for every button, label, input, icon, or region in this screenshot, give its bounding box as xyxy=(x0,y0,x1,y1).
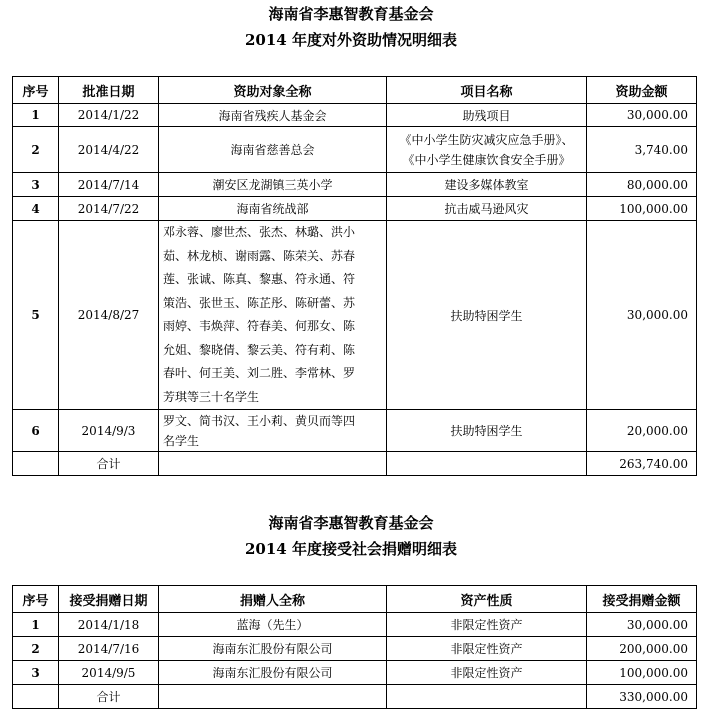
row-date: 2014/7/16 xyxy=(59,637,159,661)
total-empty xyxy=(387,685,587,709)
row-date: 2014/7/22 xyxy=(59,197,159,221)
total-label: 合计 xyxy=(59,452,159,476)
header-amount: 接受捐赠金额 xyxy=(587,586,697,613)
total-amount: 263,740.00 xyxy=(587,452,697,476)
row-no: 6 xyxy=(13,410,59,452)
row-nature: 非限定性资产 xyxy=(387,661,587,685)
total-empty xyxy=(13,452,59,476)
recipient-line: 雨婷、韦焕萍、符春美、何那女、陈 xyxy=(163,319,356,333)
total-row xyxy=(13,685,697,709)
row-project: 建设多媒体教室 xyxy=(387,173,587,197)
row-date: 2014/1/18 xyxy=(59,613,159,637)
total-empty xyxy=(13,685,59,709)
table-row xyxy=(13,104,697,127)
row-recipient: 海南省统战部 xyxy=(159,197,387,221)
project-line: 《中小学生健康饮食安全手册》 xyxy=(402,152,571,167)
row-date: 2014/4/22 xyxy=(59,127,159,173)
row-recipient xyxy=(159,221,387,410)
donations-header-row xyxy=(13,586,697,613)
row-no: 1 xyxy=(13,613,59,637)
row-date: 2014/9/5 xyxy=(59,661,159,685)
recipient-line: 春叶、何王美、刘二胜、李常林、罗 xyxy=(163,366,356,380)
table-row xyxy=(13,127,697,173)
table-row xyxy=(13,197,697,221)
recipient-line: 策浩、张世玉、陈芷彤、陈研蕾、苏 xyxy=(163,295,356,310)
row-no: 5 xyxy=(13,221,59,410)
row-no: 1 xyxy=(13,104,59,127)
recipient-line: 莲、张诚、陈真、黎惠、符永通、符 xyxy=(163,272,356,286)
grants-title-line1: 海南省李惠智教育基金会 xyxy=(268,5,434,23)
row-amount: 30,000.00 xyxy=(587,104,697,127)
donations-title-line2: 2014 年度接受社会捐赠明细表 xyxy=(245,540,457,558)
row-date: 2014/9/3 xyxy=(59,410,159,452)
row-date: 2014/1/22 xyxy=(59,104,159,127)
recipient-line: 邓永蓉、廖世杰、张杰、林璐、洪小 xyxy=(163,225,356,239)
header-donor: 捐赠人全称 xyxy=(159,586,387,613)
total-amount: 330,000.00 xyxy=(587,685,697,709)
recipient-line: 茹、林龙桢、谢雨露、陈荣关、苏春 xyxy=(163,248,356,263)
row-donor: 蓝海（先生） xyxy=(159,613,387,637)
total-row xyxy=(13,452,697,476)
header-recipient: 资助对象全称 xyxy=(159,77,387,104)
donations-table xyxy=(12,585,697,709)
row-amount: 30,000.00 xyxy=(587,221,697,410)
header-no: 序号 xyxy=(13,586,59,613)
row-amount: 100,000.00 xyxy=(587,661,697,685)
row-nature: 非限定性资产 xyxy=(387,613,587,637)
row-recipient: 海南省残疾人基金会 xyxy=(159,104,387,127)
recipient-line: 芳琪等三十名学生 xyxy=(163,389,260,404)
table-row xyxy=(13,613,697,637)
header-no: 序号 xyxy=(13,77,59,104)
table-row xyxy=(13,173,697,197)
recipient-line: 罗文、简书汉、王小莉、黄贝而等四 xyxy=(163,413,356,428)
total-empty xyxy=(159,685,387,709)
row-no: 3 xyxy=(13,661,59,685)
row-amount: 20,000.00 xyxy=(587,410,697,452)
row-recipient: 潮安区龙湖镇三英小学 xyxy=(159,173,387,197)
row-donor: 海南东汇股份有限公司 xyxy=(159,661,387,685)
row-amount: 30,000.00 xyxy=(587,613,697,637)
row-project: 扶助特困学生 xyxy=(387,410,587,452)
donations-title-line1: 海南省李惠智教育基金会 xyxy=(268,514,434,532)
row-date: 2014/8/27 xyxy=(59,221,159,410)
row-donor: 海南东汇股份有限公司 xyxy=(159,637,387,661)
row-amount: 80,000.00 xyxy=(587,173,697,197)
table-row xyxy=(13,637,697,661)
table-row xyxy=(13,661,697,685)
table-row xyxy=(13,221,697,410)
grants-table xyxy=(12,76,697,476)
row-nature: 非限定性资产 xyxy=(387,637,587,661)
row-amount: 3,740.00 xyxy=(587,127,697,173)
row-no: 2 xyxy=(13,127,59,173)
total-empty xyxy=(159,452,387,476)
project-line: 《中小学生防灾减灾应急手册》、 xyxy=(399,132,574,147)
row-date: 2014/7/14 xyxy=(59,173,159,197)
row-no: 4 xyxy=(13,197,59,221)
row-no: 2 xyxy=(13,637,59,661)
header-date: 批准日期 xyxy=(59,77,159,104)
total-empty xyxy=(387,452,587,476)
header-date: 接受捐赠日期 xyxy=(59,586,159,613)
header-amount: 资助金额 xyxy=(587,77,697,104)
row-project xyxy=(387,127,587,173)
recipient-line: 允姐、黎晓倩、黎云美、符有莉、陈 xyxy=(163,342,356,357)
row-project: 扶助特困学生 xyxy=(387,221,587,410)
row-no: 3 xyxy=(13,173,59,197)
total-label: 合计 xyxy=(59,685,159,709)
row-recipient xyxy=(159,410,387,452)
row-project: 助残项目 xyxy=(387,104,587,127)
row-amount: 100,000.00 xyxy=(587,197,697,221)
header-project: 项目名称 xyxy=(387,77,587,104)
row-project: 抗击威马逊风灾 xyxy=(387,197,587,221)
grants-header-row xyxy=(13,77,697,104)
row-recipient: 海南省慈善总会 xyxy=(159,127,387,173)
recipient-line: 名学生 xyxy=(163,433,200,448)
row-amount: 200,000.00 xyxy=(587,637,697,661)
header-nature: 资产性质 xyxy=(387,586,587,613)
grants-title-line2: 2014 年度对外资助情况明细表 xyxy=(245,31,457,49)
table-row xyxy=(13,410,697,452)
